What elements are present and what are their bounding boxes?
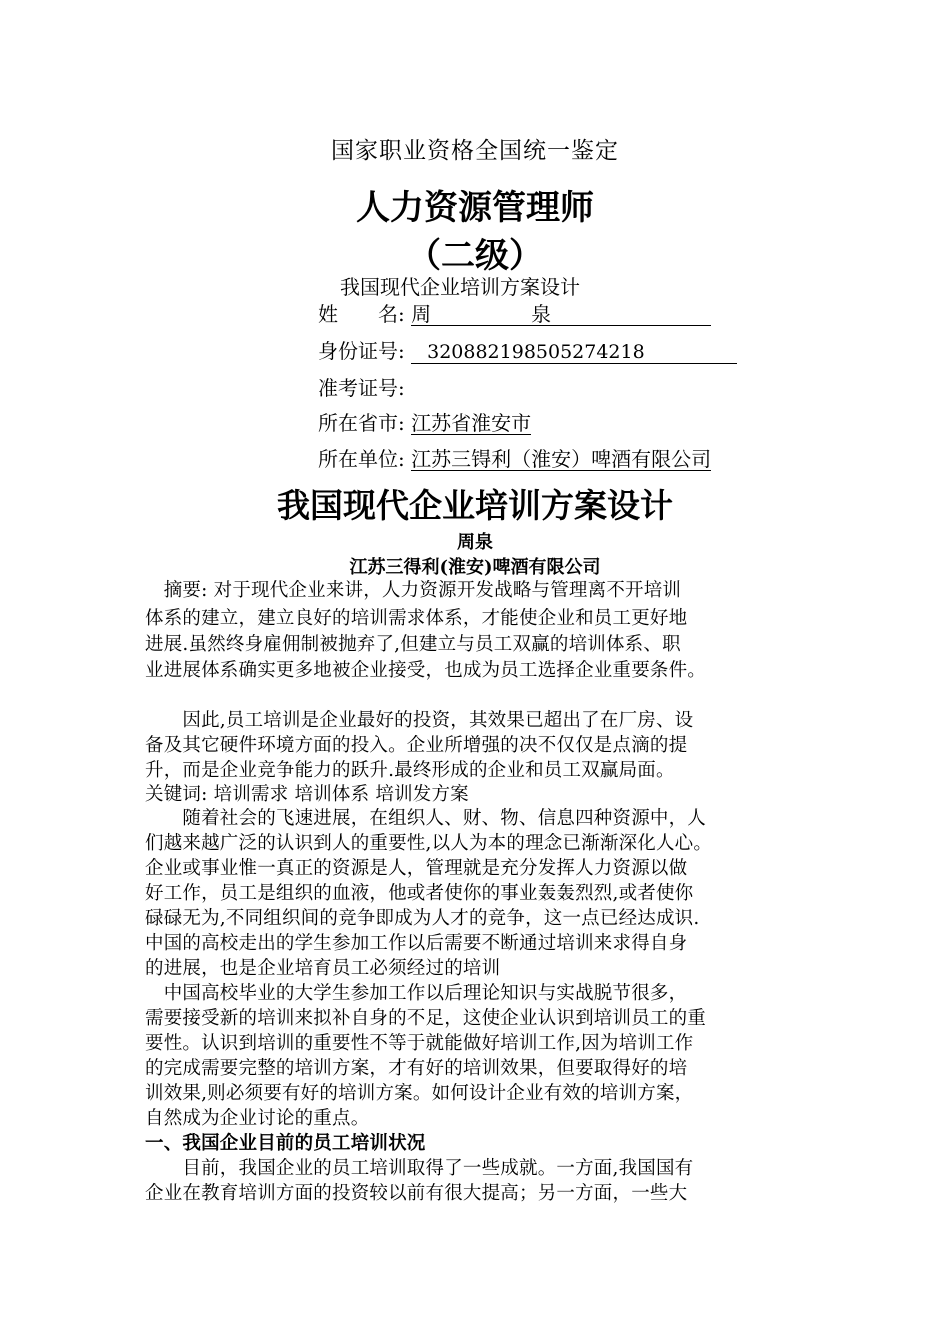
province-label: 所在省市: — [318, 411, 405, 435]
id-row — [318, 335, 737, 364]
body-line: 碌碌无为,不同组织间的竞争即成为人才的竞争，这一点已经达成识. — [145, 908, 700, 929]
name-value: 周 泉 — [411, 303, 711, 326]
id-value: 320882198505274218 — [411, 341, 737, 364]
body-line: 们越来越广泛的认识到人的重要性,以人为本的理念已渐渐深化人心。 — [145, 833, 713, 854]
body-line: 企业在教育培训方面的投资较以前有很大提高；另一方面，一些大 — [145, 1183, 688, 1204]
body-line: 随着社会的飞速进展，在组织人、财、物、信息四种资源中，人 — [145, 808, 707, 829]
body-line: 好工作，员工是组织的血液，他或者使你的事业轰轰烈烈,或者使你 — [145, 883, 694, 904]
cover-subject: 我国现代企业培训方案设计 — [340, 275, 580, 299]
paper-title: 我国现代企业培训方案设计 — [277, 486, 673, 525]
unit-label: 所在单位: — [318, 447, 405, 471]
body-line: 训效果,则必须要有好的培训方案。如何设计企业有效的培训方案， — [145, 1083, 694, 1104]
body-line: 中国的高校走出的学生参加工作以后需要不断通过培训来求得自身 — [145, 933, 688, 954]
body-line: 摘要: 对于现代企业来讲，人力资源开发战略与管理离不开培训 — [145, 580, 682, 601]
body-line: 的进展，也是企业培育员工必须经过的培训 — [145, 958, 501, 979]
body-line: 目前，我国企业的员工培训取得了一些成就。一方面,我国国有 — [145, 1158, 694, 1179]
body-line: 升，而是企业竞争能力的跃升.最终形成的企业和员工双赢局面。 — [145, 760, 675, 781]
section-heading: 一、我国企业目前的员工培训状况 — [145, 1133, 426, 1154]
body-line: 要性。认识到培训的重要性不等于就能做好培训工作,因为培训工作 — [145, 1033, 694, 1054]
unit-row — [318, 443, 711, 472]
body-line: 企业或事业惟一真正的资源是人，管理就是充分发挥人力资源以做 — [145, 858, 688, 879]
id-label: 身份证号: — [318, 339, 405, 363]
body-line: 进展.虽然终身雇佣制被抛弃了,但建立与员工双赢的培训体系、职 — [145, 634, 681, 655]
exam-label: 准考证号: — [318, 376, 405, 400]
body-line: 备及其它硬件环境方面的投入。企业所增强的决不仅仅是点滴的提 — [145, 735, 688, 756]
cover-title: 人力资源管理师 — [356, 188, 594, 228]
body-line: 业进展体系确实更多地被企业接受，也成为员工选择企业重要条件。 — [145, 660, 707, 681]
keywords-line: 关键词: 培训需求 培训体系 培训发方案 — [145, 784, 469, 805]
body-line: 因此,员工培训是企业最好的投资，其效果已超出了在厂房、设 — [145, 710, 694, 731]
name-row — [318, 298, 711, 327]
name-label: 姓 名: — [318, 302, 405, 326]
province-value: 江苏省淮安市 — [411, 411, 532, 435]
body-line: 的完成需要完整的培训方案，才有好的培训效果，但要取得好的培 — [145, 1058, 688, 1079]
author-name: 周泉 — [457, 532, 493, 553]
body-line: 需要接受新的培训来拟补自身的不足，这使企业认识到培训员工的重 — [145, 1008, 707, 1029]
body-line: 中国高校毕业的大学生参加工作以后理论知识与实战脱节很多， — [145, 983, 688, 1004]
unit-value: 江苏三锝利（淮安）啤酒有限公司 — [411, 447, 712, 471]
body-line: 体系的建立，建立良好的培训需求体系，才能使企业和员工更好地 — [145, 608, 688, 629]
province-row — [318, 407, 531, 436]
body-line: 自然成为企业讨论的重点。 — [145, 1108, 370, 1129]
exam-row — [318, 372, 405, 401]
certification-heading: 国家职业资格全国统一鉴定 — [331, 138, 619, 164]
cover-level: （二级） — [407, 236, 543, 276]
author-organization: 江苏三得利(淮安)啤酒有限公司 — [349, 557, 601, 578]
